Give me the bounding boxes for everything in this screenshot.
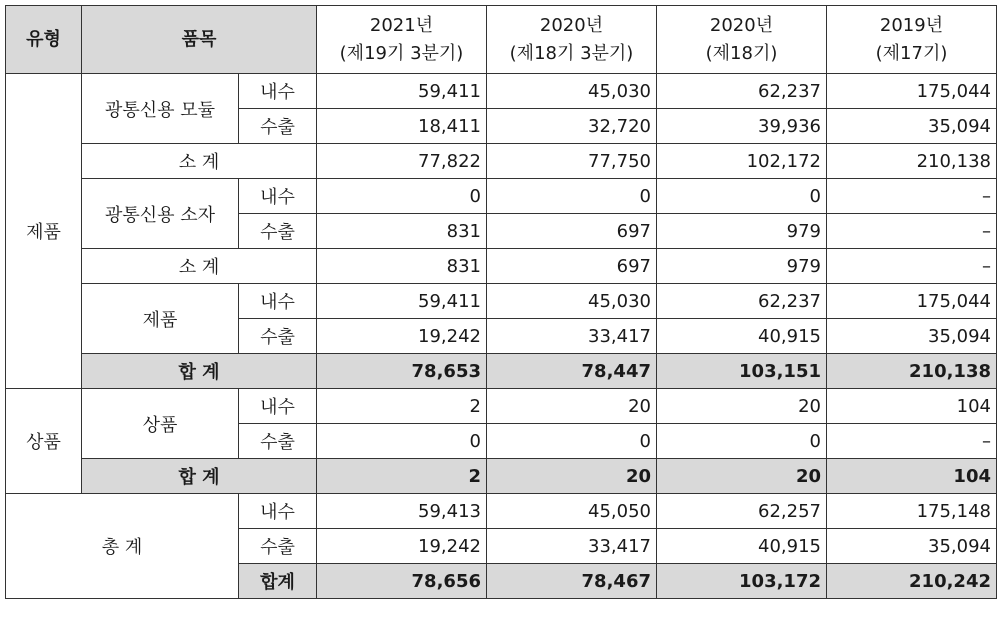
cell: 175,148 bbox=[827, 494, 997, 529]
cell: 0 bbox=[487, 424, 657, 459]
item-device: 광통신용 소자 bbox=[82, 179, 239, 249]
header-period: (제17기) bbox=[875, 42, 948, 64]
cell: 20 bbox=[487, 459, 657, 494]
cell: 0 bbox=[317, 179, 487, 214]
cell: 62,237 bbox=[657, 74, 827, 109]
cell: 59,411 bbox=[317, 284, 487, 319]
header-period: (제19기 3분기) bbox=[339, 42, 464, 64]
header-year: 2020년 bbox=[539, 14, 604, 36]
label-domestic: 내수 bbox=[239, 494, 317, 529]
cell: 175,044 bbox=[827, 284, 997, 319]
header-col-2 bbox=[487, 6, 657, 74]
cell: 210,242 bbox=[827, 564, 997, 599]
header-col-1 bbox=[317, 6, 487, 74]
header-item: 품목 bbox=[82, 6, 317, 74]
cell: 210,138 bbox=[827, 354, 997, 389]
cell: 979 bbox=[657, 214, 827, 249]
label-subtotal: 소 계 bbox=[82, 249, 317, 284]
cell: 33,417 bbox=[487, 529, 657, 564]
cell: 103,172 bbox=[657, 564, 827, 599]
cell: 0 bbox=[317, 424, 487, 459]
sales-table bbox=[5, 5, 997, 599]
table-row-total bbox=[6, 354, 997, 389]
cell: 0 bbox=[487, 179, 657, 214]
cell: 40,915 bbox=[657, 529, 827, 564]
label-total: 합 계 bbox=[82, 354, 317, 389]
label-total: 합 계 bbox=[82, 459, 317, 494]
item-module: 광통신용 모듈 bbox=[82, 74, 239, 144]
table-row-total bbox=[6, 459, 997, 494]
cell: 19,242 bbox=[317, 319, 487, 354]
table-row bbox=[6, 389, 997, 424]
cell: 62,257 bbox=[657, 494, 827, 529]
cell: 32,720 bbox=[487, 109, 657, 144]
header-year: 2019년 bbox=[879, 14, 944, 36]
table-row bbox=[6, 179, 997, 214]
cell: 40,915 bbox=[657, 319, 827, 354]
cell: 18,411 bbox=[317, 109, 487, 144]
cell: 979 bbox=[657, 249, 827, 284]
cell: 59,411 bbox=[317, 74, 487, 109]
label-export: 수출 bbox=[239, 109, 317, 144]
cell: 45,030 bbox=[487, 74, 657, 109]
cell: 831 bbox=[317, 214, 487, 249]
table-row bbox=[6, 284, 997, 319]
cell: 102,172 bbox=[657, 144, 827, 179]
cell: 59,413 bbox=[317, 494, 487, 529]
cell: 78,656 bbox=[317, 564, 487, 599]
header-year: 2021년 bbox=[369, 14, 434, 36]
cell: 103,151 bbox=[657, 354, 827, 389]
cell: 35,094 bbox=[827, 109, 997, 144]
cell: 0 bbox=[657, 424, 827, 459]
cell: 210,138 bbox=[827, 144, 997, 179]
header-col-4 bbox=[827, 6, 997, 74]
cell: 697 bbox=[487, 214, 657, 249]
cell: – bbox=[827, 179, 997, 214]
label-domestic: 내수 bbox=[239, 179, 317, 214]
label-export: 수출 bbox=[239, 529, 317, 564]
group-products: 제품 bbox=[6, 74, 82, 389]
cell: 2 bbox=[317, 459, 487, 494]
cell: 77,750 bbox=[487, 144, 657, 179]
header-col-3 bbox=[657, 6, 827, 74]
table-row bbox=[6, 249, 997, 284]
label-total-compact: 합계 bbox=[239, 564, 317, 599]
header-row bbox=[6, 6, 997, 74]
label-subtotal: 소 계 bbox=[82, 144, 317, 179]
cell: 45,050 bbox=[487, 494, 657, 529]
cell: 78,447 bbox=[487, 354, 657, 389]
cell: – bbox=[827, 214, 997, 249]
cell: 39,936 bbox=[657, 109, 827, 144]
cell: 78,467 bbox=[487, 564, 657, 599]
cell: 19,242 bbox=[317, 529, 487, 564]
group-goods: 상품 bbox=[6, 389, 82, 494]
cell: 62,237 bbox=[657, 284, 827, 319]
group-grand-total: 총 계 bbox=[6, 494, 239, 599]
label-export: 수출 bbox=[239, 424, 317, 459]
cell: 33,417 bbox=[487, 319, 657, 354]
table-row bbox=[6, 144, 997, 179]
item-product: 제품 bbox=[82, 284, 239, 354]
cell: 20 bbox=[657, 389, 827, 424]
table-row bbox=[6, 494, 997, 529]
cell: 697 bbox=[487, 249, 657, 284]
table-row bbox=[6, 74, 997, 109]
cell: 175,044 bbox=[827, 74, 997, 109]
header-type: 유형 bbox=[6, 6, 82, 74]
cell: 35,094 bbox=[827, 319, 997, 354]
label-export: 수출 bbox=[239, 319, 317, 354]
cell: – bbox=[827, 424, 997, 459]
cell: 2 bbox=[317, 389, 487, 424]
cell: 20 bbox=[487, 389, 657, 424]
header-period: (제18기 3분기) bbox=[509, 42, 634, 64]
cell: 20 bbox=[657, 459, 827, 494]
cell: 78,653 bbox=[317, 354, 487, 389]
cell: – bbox=[827, 249, 997, 284]
cell: 45,030 bbox=[487, 284, 657, 319]
label-domestic: 내수 bbox=[239, 74, 317, 109]
label-domestic: 내수 bbox=[239, 284, 317, 319]
cell: 831 bbox=[317, 249, 487, 284]
cell: 0 bbox=[657, 179, 827, 214]
cell: 77,822 bbox=[317, 144, 487, 179]
cell: 104 bbox=[827, 389, 997, 424]
label-export: 수출 bbox=[239, 214, 317, 249]
label-domestic: 내수 bbox=[239, 389, 317, 424]
item-goods: 상품 bbox=[82, 389, 239, 459]
header-period: (제18기) bbox=[705, 42, 778, 64]
cell: 35,094 bbox=[827, 529, 997, 564]
cell: 104 bbox=[827, 459, 997, 494]
header-year: 2020년 bbox=[709, 14, 774, 36]
